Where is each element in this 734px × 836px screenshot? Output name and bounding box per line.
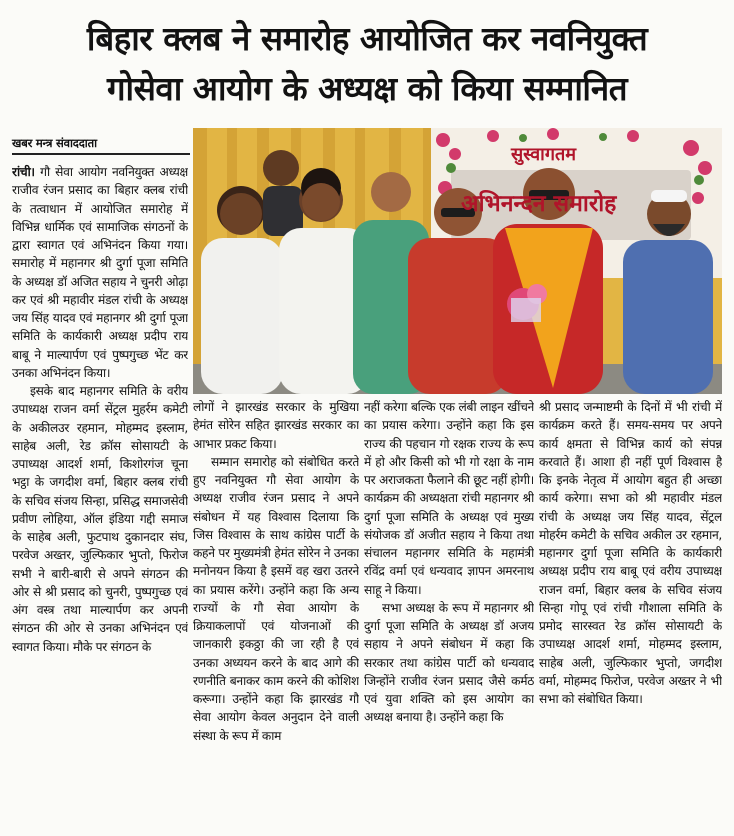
article-paragraph: सम्मान समारोह को संबोधित करते हुए नवनियुक्त गौ सेवा आयोग के अध्यक्ष राजीव रंजन प्रसाद ने अपने संबोधन में यह विश्वास दिलाया कि जिस विश्वास के साथ कांग्रेस पार्टी के कहने पर मुख्यमंत्री हेमंत सोरेन ने उनका मनोनयन किया है इसमें वह खरा उतरने का प्रयास करेंगे। उन्होंने कहा कि अन्य राज्यों के गौ सेवा आयोग के क्रियाकलापों एवं योजनाओं की जानकारी इकठ्ठा की जा रही है एवं उनका अध्ययन करने के बाद आगे की रणनीति बनाकर काम करने की कोशिश करूगा। उन्होंने कहा कि झारखंड गौ सेवा आयोग केवल अनुदान देने वाली संस्था के रूप में काम — [193, 454, 359, 743]
byline-rule — [12, 153, 190, 155]
photo-illustration — [193, 128, 722, 394]
article-paragraph: लोगों ने झारखंड सरकार के मुखिया हेमंत सोरेन सहित झारखंड सरकार का आभार प्रकट किया। — [193, 400, 359, 451]
paragraph-text: गौ सेवा आयोग नवनियुक्त अध्यक्ष राजीव रंजन प्रसाद का बिहार क्लब रांची के तत्वाधान में आयोजित समारोह में विभिन्न धार्मिक एवं सामाजिक संगठनों के द्वारा स्वागत एवं अभिनंदन किया गया। समारोह में महानगर श्री दुर्गा पूजा समिति के अध्यक्ष डॉ अजित सहाय ने चुनरी ओढ़ा कर एवं श्री महावीर मंडल रांची के अध्यक्ष जय सिंह यादव एवं महानगर श्री दुर्गा पूजा समिति के कार्यकारी अध्यक्ष प्रदीप राय बाबू ने माल्यार्पण एवं पुष्पगुच्छ भेंट कर उनका अभिनंदन किया। — [12, 165, 188, 380]
dateline: रांची। — [12, 165, 35, 179]
headline-line-1: बिहार क्लब ने समारोह आयोजित कर नवनियुक्त — [86, 19, 648, 58]
banner-title: अभिनन्दन समारोह — [461, 191, 617, 217]
headline — [0, 14, 734, 114]
article-column-2 — [193, 398, 359, 833]
event-photo — [193, 128, 722, 394]
article-column-1 — [12, 163, 188, 833]
article-paragraph — [12, 163, 188, 382]
article-paragraph: इसके बाद महानगर समिति के वरीय उपाध्यक्ष राजन वर्मा सेंट्रल मुहर्रम कमेटी के अकीलउर रहमान, मोहम्मद इस्लाम, साहेब अली, रेड क्रॉस सोसायटी के उपाध्यक्ष आदर्श शर्मा, किशोरगंज चूना भट्ठा के जगदीश वर्मा, बिहार क्लब रांची के सचिव संजय सिन्हा, प्रसिद्ध समाजसेवी प्रवीण लोहिया, ऑल इंडिया गद्दी समाज के साहेब अली, फुटपाथ दुकानदार संघ, परवेज अख्तर, जुल्फिकार भुप्तो, फिरोज सभी ने बारी-बारी से अपने संगठन की ओर से श्री प्रसाद को चुनरी, पुष्पगुच्छ एवं अंग वस्त्र तथा माल्यार्पण कर अपनी संगठन की ओर से उनका अभिनंदन एवं स्वागत किया। मौके पर संगठन के — [12, 384, 188, 654]
article-column-3 — [364, 398, 534, 833]
article-paragraph: श्री प्रसाद जन्माष्टमी के दिनों में भी रांची में कार्यक्रम करते हैं। समय-समय पर अपने कार्य क्षमता से विभिन्न कार्य को संपन्न करवाते हैं। आशा ही नहीं पूर्ण विश्वास है कि इनके नेतृत्व में आयोग बहुत ही अच्छा कार्य करेगा। सभा को श्री महावीर मंडल रांची के अध्यक्ष जय सिंह यादव, सेंट्रल मोहर्रम कमेटी के सचिव अकील उर रहमान, महानगर दुर्गा पूजा समिति के कार्यकारी अध्यक्ष प्रदीप राय बाबू एवं वरीय उपाध्यक्ष राजन वर्मा, बिहार क्लब के सचिव संजय सिन्हा गोपू एवं रांची गौशाला समिति के प्रमोद सारस्वत रेड क्रॉस सोसायटी के उपाध्यक्ष आदर्श शर्मा, मोहम्मद इस्लाम, साहेब अली, जुल्फिकार भुप्तो, जगदीश वर्मा, मोहम्मद फिरोज, परवेज अख्तर ने भी सभा को संबोधित किया। — [539, 400, 722, 706]
banner-welcome: सुस्वागतम — [511, 144, 576, 165]
article-paragraph: सभा अध्यक्ष के रूप में महानगर श्री दुर्गा पूजा समिति के अध्यक्ष डॉ अजय सहाय ने अपने संबोधन में कहा कि सरकार तथा कांग्रेस पार्टी को धन्यवाद जिन्होंने राजीव रंजन प्रसाद जैसे कर्मठ एवं युवा शक्ति को इस आयोग का अध्यक्ष बनाया है। उन्होंने कहा कि — [364, 600, 534, 725]
byline: खबर मन्त्र संवाददाता — [12, 136, 97, 150]
article-paragraph: नहीं करेगा बल्कि एक लंबी लाइन खींचने का प्रयास करेगा। उन्होंने कहा कि इस राज्य की पहचान गो रक्षक राज्य के रूप में हो और किसी को भी गो रक्षा के नाम पर अराजकता फैलाने की छूट नहीं होगी। कार्यक्रम की अध्यक्षता रांची महानगर श्री दुर्गा पूजा समिति के अध्यक्ष एवं मुख्य संयोजक डॉ अजीत सहाय ने किया तथा संचालन महानगर समिति के महामंत्री रविंद्र वर्मा एवं धन्यवाद ज्ञापन अमरनाथ साहू ने किया। — [364, 400, 534, 597]
headline-line-2: गोसेवा आयोग के अध्यक्ष को किया सम्मानित — [106, 69, 628, 108]
article-column-4 — [539, 398, 722, 833]
